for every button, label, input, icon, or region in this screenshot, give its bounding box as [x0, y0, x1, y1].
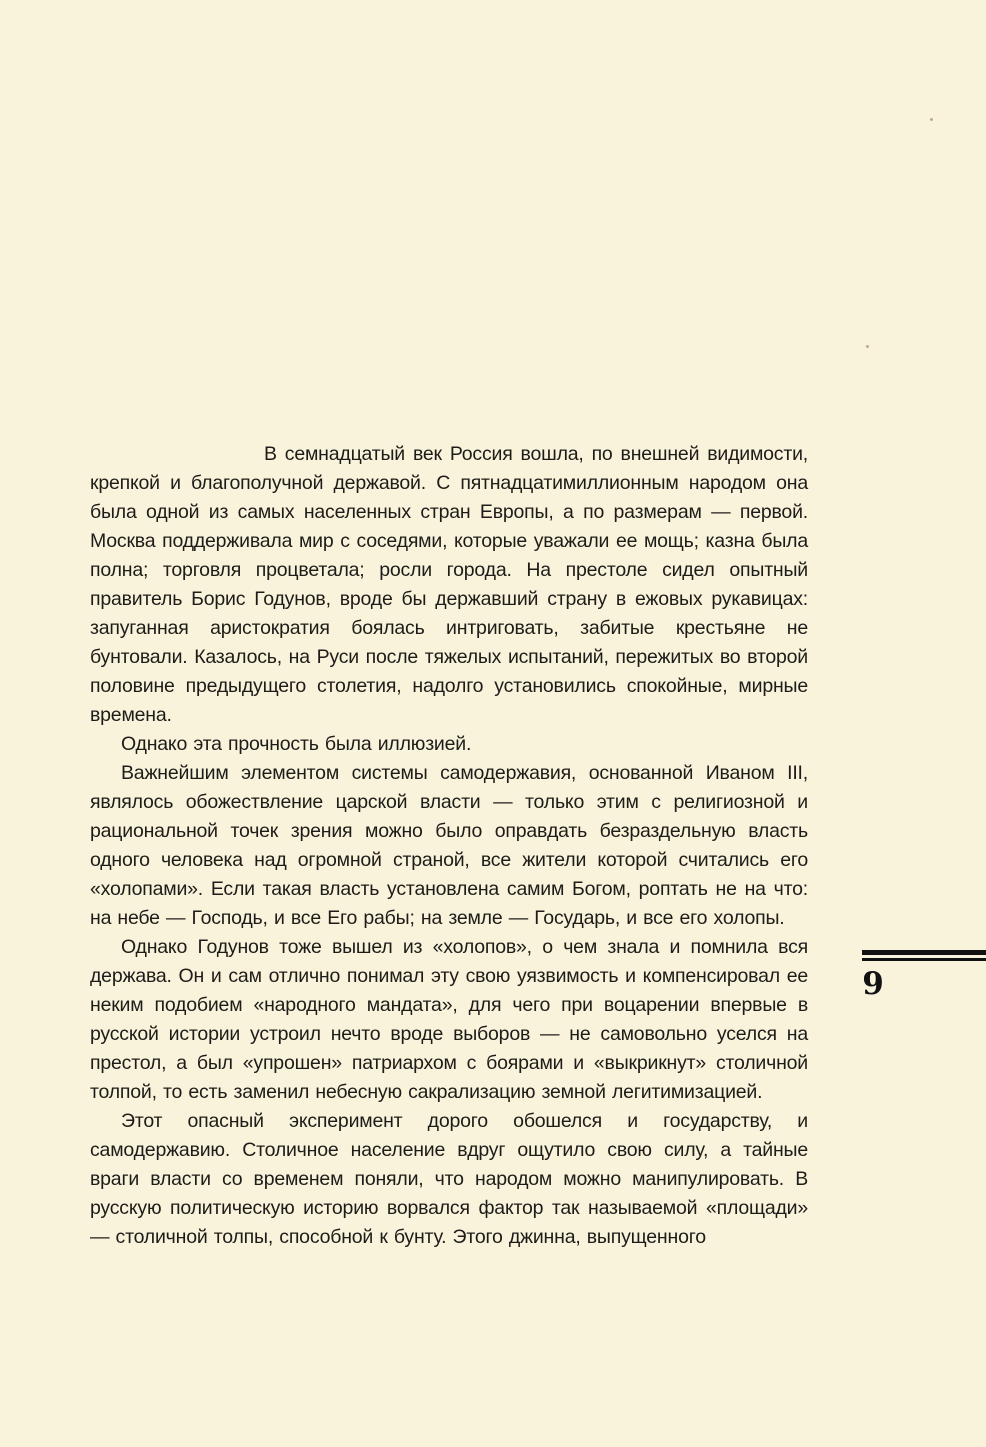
paragraph: Этот опасный эксперимент дорого обошелся и государству, и самодержавию. Столичное население вдруг ощутило свою силу, а тайные враги власти со временем поняли, что народом можно манипулировать. В русскую политическую историю ворвался фактор так называемой «площади» — столичной толпы, способной к бунту. Этого джинна, выпущенного — [90, 1110, 808, 1248]
paragraph: Важнейшим элементом системы самодержавия, основанной Иваном III, являлось обожествление царской власти — только этим с религиозной и рациональной точек зрения можно было оправдать безраздельную власть одного человека над огромной страной, все жители которой считались его «холопами». Если такая власть установлена самим Богом, роптать не на что: на небе — Господь, и все Его рабы; на земле — Государь, и все его холопы. — [90, 762, 808, 929]
paper-speck — [866, 345, 869, 348]
page-number-rule-bottom — [862, 958, 986, 961]
paragraph: Однако Годунов тоже вышел из «холопов», о чем знала и помнила вся держава. Он и сам отлично понимал эту свою уязвимость и компенсировал ее неким подобием «народного мандата», для чего при воцарении впервые в русской истории устроил нечто вроде выборов — не самовольно уселся на престол, а был «упрошен» патриархом с боярами и «выкрикнут» столичной толпой, то есть заменил небесную сакрализацию земной легитимизацией. — [90, 936, 808, 1103]
page-number: 9 — [862, 966, 884, 1002]
paragraph: В семнадцатый век Россия вошла, по внешней видимости, крепкой и благополучной державой. С пятнадцатимиллионным народом она была одной из самых населенных стран Европы, а по размерам — первой. Москва поддерживала мир с соседями, которые уважали ее мощь; казна была полна; торговля процветала; росли города. На престоле сидел опытный правитель Борис Годунов, вроде бы державший страну в ежовых рукавицах: запуганная аристократия боялась интриговать, забитые крестьяне не бунтовали. Казалось, на Руси после тяжелых испытаний, пережитых во второй половине предыдущего столетия, надолго установились спокойные, мирные времена. — [90, 443, 808, 726]
paragraph: Однако эта прочность была иллюзией. — [121, 733, 472, 755]
page-number-rule-top — [862, 950, 986, 955]
paper-speck — [930, 118, 933, 121]
body-text — [90, 440, 808, 1252]
